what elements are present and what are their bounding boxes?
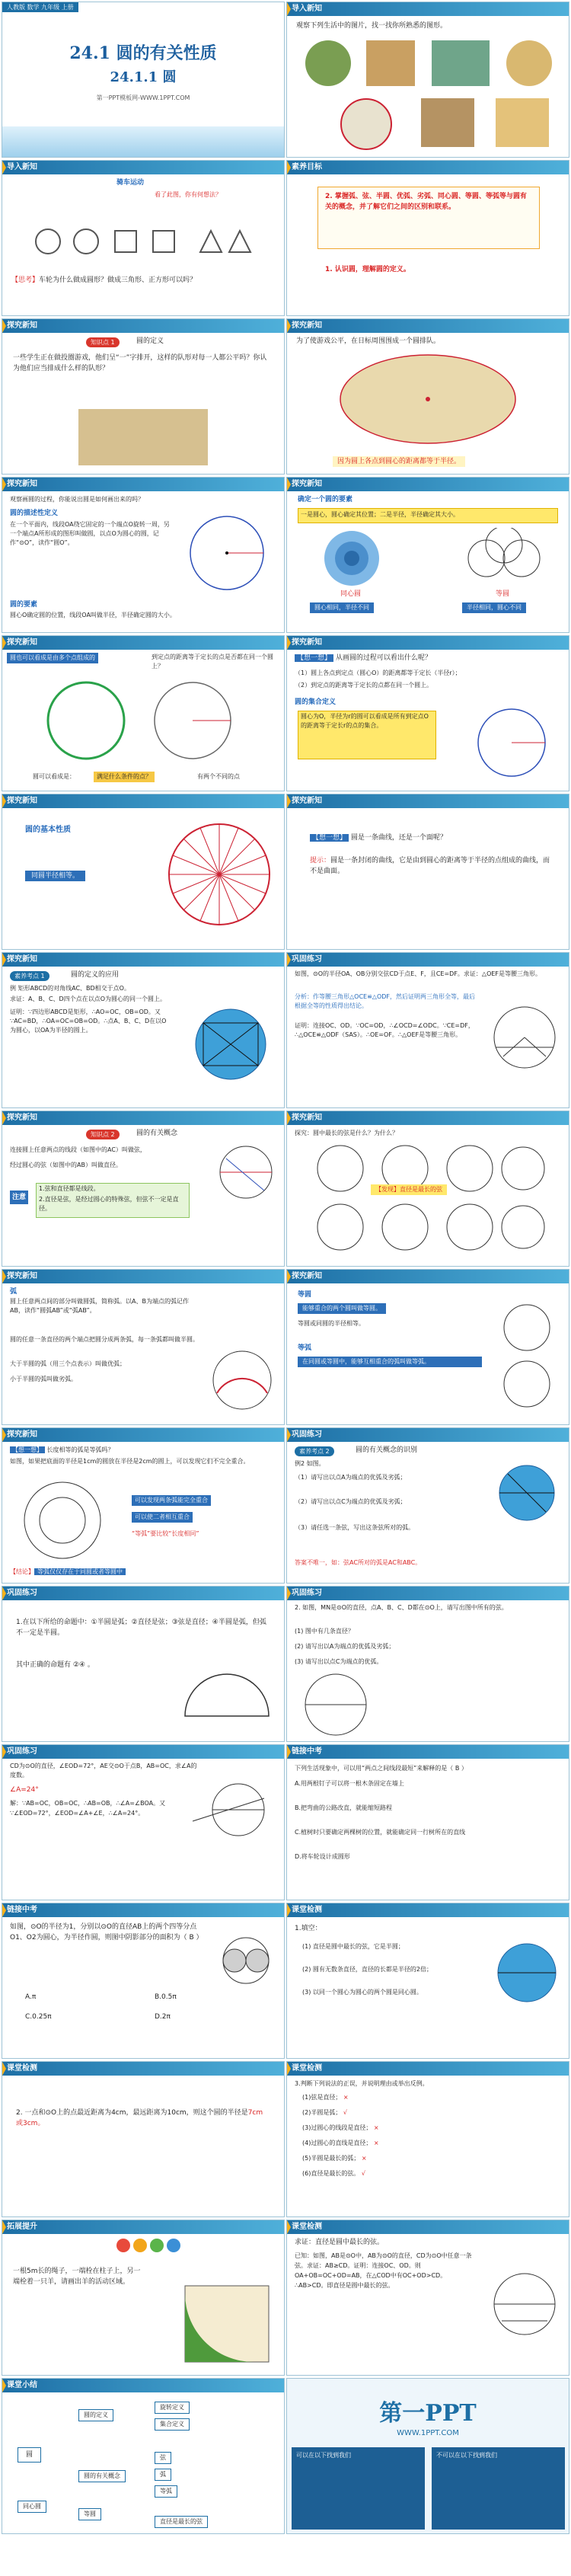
def-body: 在一个平面内，线段OA绕它固定的一个端点O旋转一周，另一个端点A所形成的图形叫做圆，以点O为圆心的圆，记作“⊙O”，读作“圆O”。 — [10, 521, 170, 546]
mark: √ — [343, 2109, 347, 2116]
slide-25[interactable] — [2, 1903, 285, 2059]
example: 例2 如图。 — [295, 1460, 325, 1467]
slide-title: 探究新知 — [7, 1272, 37, 1280]
slide-title: 探究新知 — [292, 1114, 322, 1122]
slide-22[interactable] — [286, 1586, 569, 1742]
answer-3: 有两个不同的点 — [197, 773, 240, 780]
node-equal-circle: 等圆 — [78, 2508, 101, 2520]
slide-title: 链接中考 — [292, 1747, 322, 1756]
photo-wheel — [305, 40, 351, 86]
option-a: A.π — [25, 1993, 37, 2001]
answer: 其中正确的命题有 ②④ 。 — [16, 1661, 94, 1669]
cover-title: 24.1 圆的有关性质 — [69, 43, 217, 63]
proof: 已知：如图，AB是⊙O中，AB为⊙O的直径，CD为⊙O中任意一条弦。求证：AB≥CD。证明：连接OC、OD。则OA+OB=OC+OD=AB，在△COD中有OC+OD>CD。∴AB>CD。即直径是圆中最长的弦。 — [295, 2252, 472, 2289]
attr-body: 圆心O确定圆的位置，线段OA叫做半径，半径确定圆的大小。 — [10, 612, 176, 618]
cover-decoration — [2, 126, 284, 157]
question: 下列生活现象中，可以用“两点之间线段最短”来解释的是（ B ） — [295, 1765, 467, 1772]
question: 求证：直径是圆中最长的弦。 — [295, 2239, 384, 2246]
node-arc: 弧 — [155, 2469, 171, 2481]
proof: 证明：连接OC、OD。∵OC=OD，∴∠OCD=∠ODC。∵CE=DF，∴△OCE≌△ODF（SAS）。∴OE=OF。∴△OEF是等腰三角形。 — [295, 1022, 474, 1038]
semicircle-svg — [177, 1663, 276, 1724]
slide-title: 课堂检测 — [7, 2064, 37, 2073]
chord-diagram — [215, 1142, 276, 1203]
slide-24[interactable] — [286, 1744, 569, 1900]
think-q: 圆是一条曲线，还是一个面呢？ — [350, 834, 447, 842]
goal-1: 1. 认识圆，理解圆的定义。 — [325, 266, 410, 273]
def-title: 圆的集合定义 — [295, 698, 337, 706]
hint-text: 圆是一条封闭的曲线，它是由到圆心的距离等于半径的点组成的曲线，而不是曲面。 — [310, 857, 550, 875]
node-chord: 弦 — [155, 2452, 171, 2464]
example: 例 矩形ABCD的对角线AC、BD相交于点O。 — [10, 985, 130, 992]
bubble-2: 可以使二者相互重合 — [132, 1512, 193, 1523]
mark: × — [361, 2155, 367, 2162]
def-body: 一是圆心，圆心确定其位置；二是半径，半径确定其大小。 — [301, 511, 459, 518]
slide-32[interactable] — [286, 2378, 569, 2534]
slide-29[interactable] — [2, 2220, 285, 2376]
chip-text: 圆的定义 — [136, 337, 164, 345]
slide-title: 探究新知 — [7, 797, 37, 805]
example-circle — [493, 1459, 561, 1527]
slide-17[interactable] — [2, 1269, 285, 1425]
question: 圆也可以看成是由多个点组成的 — [7, 653, 98, 663]
slide-title: 探究新知 — [7, 1430, 37, 1439]
conclusion-line — [10, 1567, 126, 1577]
slide-12[interactable] — [286, 794, 569, 950]
hint-line — [310, 855, 553, 877]
note-text: 等弧仅仅存在于同圆或者等圆中 — [34, 1568, 126, 1575]
item-2 — [302, 2108, 485, 2118]
brand-url: WWW.1PPT.COM — [397, 2429, 459, 2437]
arc-title: 弧 — [10, 1288, 18, 1296]
item-3 — [302, 2123, 485, 2133]
slide-23[interactable] — [2, 1744, 285, 1900]
shaded-circle — [215, 1934, 276, 1987]
slide-4[interactable] — [286, 160, 569, 316]
item-1: （1）圆上各点到定点（圆心O）的距离都等于定长（半径r）； — [295, 670, 461, 676]
item-text: (6)直径是最长的弦。 — [302, 2170, 360, 2177]
node-rotate: 旋转定义 — [155, 2402, 190, 2414]
node-set: 集合定义 — [155, 2418, 190, 2431]
minor-arc: 小于半圆的弧叫做劣弧。 — [10, 1376, 77, 1382]
question: 如图，⊙O的半径OA、OB分别交弦CD于点E、F，且CE=DF。求证：△OEF是等腰三角形。 — [295, 970, 542, 977]
slide-title: 导入新知 — [292, 5, 322, 13]
slide-21[interactable] — [2, 1586, 285, 1742]
question: 探究：圆中最长的弦是什么？为什么？ — [295, 1130, 398, 1136]
slide-title: 探究新知 — [7, 638, 37, 647]
answer: 答案不唯一，如：弦AC所对的弧是AC和ABC。 — [295, 1559, 422, 1566]
node-concepts: 圆的有关概念 — [78, 2470, 126, 2482]
left-heading: 可以在以下找到我们 — [296, 2452, 351, 2459]
note-1: 1.弦和直径都是线段。 — [39, 1185, 100, 1192]
think-line — [295, 653, 561, 663]
think-label: 【思考】 — [11, 276, 40, 284]
example-2: 求证：A、B、C、D四个点在以点O为圆心的同一个圆上。 — [10, 996, 167, 1002]
mark: × — [373, 2124, 379, 2131]
equal-circles-svg — [493, 1300, 561, 1414]
cover-badge: 人教版 数学 九年级 上册 — [2, 2, 78, 12]
node-equal-arc: 等弧 — [155, 2485, 177, 2498]
skill-chip: 素养考点 2 — [295, 1446, 334, 1456]
think-line — [10, 1445, 276, 1456]
option-c: C.0.25π — [25, 2013, 52, 2021]
note-label: 【结论】 — [10, 1568, 34, 1575]
photo-compass — [340, 98, 392, 150]
slide-title: 探究新知 — [7, 480, 37, 488]
badge-dot — [133, 2239, 147, 2252]
question: 如图，⊙O的半径为1，分别以⊙O的直径AB上的两个四等分点O1、O2为圆心，为半径作圆，则图中阴影部分的面积为（ B ） — [10, 1923, 203, 1942]
attr-title: 圆的要素 — [10, 601, 38, 609]
think-text: 车轮为什么做成圆形？做成三角形、正方形可以吗？ — [39, 276, 197, 284]
right-heading: 不可以在以下找到我们 — [436, 2452, 497, 2459]
right-sub: 半径相同，圆心不同 — [462, 602, 526, 613]
slide-title: 探究新知 — [292, 1272, 322, 1280]
slide-title: 巩固练习 — [292, 1589, 322, 1597]
item-1: （1）请写出以点A为端点的优弧及劣弧； — [295, 1474, 407, 1481]
node-longest: 直径是最长的弦 — [155, 2516, 208, 2528]
item-3: （3）请任选一条弦，写出这条弦所对的弧。 — [295, 1524, 415, 1531]
arc-diagram — [208, 1346, 276, 1414]
item-text: (2)半圆是弧； — [302, 2109, 342, 2116]
slide-3[interactable] — [2, 160, 285, 316]
option-d: D.2π — [155, 2013, 171, 2021]
arc-title: 等弧 — [298, 1344, 312, 1352]
part-1: (1) 图中有几条直径？ — [295, 1628, 354, 1635]
circle-diagram — [185, 511, 269, 595]
def-title: 圆的描述性定义 — [10, 510, 59, 517]
slide-title: 巩固练习 — [7, 1747, 37, 1756]
line-2: 经过圆心的弦（如图中的AB）叫做直径。 — [10, 1162, 122, 1168]
badge-dot — [167, 2239, 180, 2252]
chip-text: 圆的有关概念的识别 — [356, 1446, 418, 1454]
knowledge-chip: 知识点 1 — [86, 337, 120, 347]
slide-title: 探究新知 — [7, 1114, 37, 1122]
equal-title: 等圆 — [298, 1291, 312, 1299]
slide-title: 课堂检测 — [292, 2064, 322, 2073]
node-def: 圆的定义 — [78, 2409, 113, 2421]
slide-7[interactable] — [2, 477, 285, 633]
proof: 解：∵AB=OC，OB=OC，∴AB=OB，∴∠A=∠BOA。又∵∠EOD=72°，∠EOD=∠A+∠E，∴∠A=24°。 — [10, 1800, 166, 1817]
question: 1.填空： — [295, 1925, 322, 1932]
slide-title: 链接中考 — [7, 1906, 37, 1914]
item-2: （2）到定点的距离等于定长的点都在同一个圆上。 — [295, 682, 433, 689]
skill-chip: 素养考点 1 — [10, 971, 49, 981]
badge-dot — [116, 2239, 130, 2252]
slide-title: 探究新知 — [292, 480, 322, 488]
slide-8[interactable] — [286, 477, 569, 633]
slide-14[interactable] — [286, 952, 569, 1108]
question: 1.在以下所给的命题中：①半圆是弧；②直径是弦；③弦是直径；④半圆是弧，但弧不一定是半圆。 — [16, 1619, 266, 1637]
slide-title: 拓展提升 — [7, 2223, 37, 2231]
rectangle-circle-svg — [185, 1006, 276, 1082]
slide-13[interactable] — [2, 952, 285, 1108]
option-b: B.0.5π — [155, 1993, 177, 2001]
question: CD为⊙O的直径，∠EOD=72°，AE交⊙O于点B，AB=OC，求∠A的度数。 — [10, 1763, 197, 1779]
slide-text: 一些学生正在做投圈游戏，他们呈“一”字排开，这样的队形对每一人都公平吗？你认为他们应当排成什么样的队形？ — [13, 354, 267, 372]
option-b: B.把弯曲的公路改直，就能缩短路程 — [295, 1804, 393, 1811]
slide-27[interactable] — [2, 2061, 285, 2217]
slide-title: 导入新知 — [7, 163, 37, 171]
brand-logo: 第一PPT — [379, 2400, 477, 2427]
mn-circle — [298, 1670, 374, 1739]
slide-title: 巩固练习 — [7, 1589, 37, 1597]
goal-2: 2. 掌握弧、弦、半圆、优弧、劣弧、同心圆、等圆、等弧等与圆有关的概念，并了解它们之间的区别和联系。 — [325, 193, 527, 211]
option-c: C.植树时只要确定两棵树的位置，就能确定同一行树所在的直线 — [295, 1829, 466, 1836]
option-a: A.用两根钉子可以将一根木条固定在墙上 — [295, 1780, 404, 1787]
slide-title: 课堂检测 — [292, 1906, 322, 1914]
item-text: (1)弦是直径； — [302, 2094, 342, 2101]
item-4 — [302, 2138, 485, 2149]
slide-11[interactable] — [2, 794, 285, 950]
mark: × — [343, 2094, 349, 2101]
think-q: 从画圆的过程可以看出什么呢？ — [335, 654, 432, 662]
chip-text: 圆的定义的应用 — [71, 971, 120, 979]
question: 2. 如图，MN是⊙O的直径，点A、B、C、D都在⊙O上，请写出图中所有的弦。 — [295, 1604, 508, 1611]
nested-circles — [13, 1478, 112, 1562]
option-d: D.将车轮设计成圆形 — [295, 1853, 350, 1860]
bubble-3: “等弧”要比较“长度相同” — [132, 1530, 199, 1537]
discovery-box: 【发现】直径是最长的弦 — [371, 1184, 447, 1195]
question: 一根5m长的绳子，一端栓在柱子上，另一端栓着一只羊，请画出羊的活动区域。 — [13, 2268, 141, 2286]
think-label: 【想一想】 — [310, 834, 349, 842]
def-body: 圆心为O，半径为r的圆可以看成是所有到定点O的距离等于定长r的点的集合。 — [301, 713, 429, 729]
slide-20[interactable] — [286, 1427, 569, 1584]
note-2: 2.直径是弦，是经过圆心的特殊弦，但弦不一定是直径。 — [39, 1196, 179, 1212]
line-1: 连接圆上任意两点的线段（如图中的AC）叫做弦， — [10, 1146, 146, 1153]
answer: 如图，如果把底面的半径是1cm的圆放在半径是2cm的圆上，可以发现它们不完全重合。 — [10, 1458, 250, 1465]
cover-subtitle: 24.1.1 圆 — [110, 69, 177, 85]
slide-title: 探究新知 — [7, 321, 37, 330]
photo-sun — [496, 98, 549, 147]
concentric-circles — [310, 528, 394, 589]
goat-region-svg — [155, 2263, 276, 2370]
circle-queue-svg — [333, 350, 523, 449]
item-5 — [302, 2153, 485, 2164]
cover-footer: 第一PPT模板网-WWW.1PPT.COM — [96, 94, 190, 101]
slide-5[interactable] — [2, 318, 285, 475]
item-6 — [302, 2169, 485, 2179]
slide-26[interactable] — [286, 1903, 569, 2059]
slide-heading: 圆的基本性质 — [25, 826, 71, 834]
think-label: 【想一想】 — [295, 654, 333, 662]
slide-text: 观察下列生活中的图片，找一找你所熟悉的图形。 — [296, 22, 448, 30]
mark: √ — [361, 2170, 365, 2177]
badge-dot — [150, 2239, 164, 2252]
two-circles-svg — [33, 679, 246, 762]
analysis: 分析：作等腰三角形△OCE≌△ODF，然后证明两三角形全等，最后根据全等的性质得出结论。 — [295, 993, 476, 1009]
photo-stadium — [432, 40, 490, 86]
badge-row — [116, 2239, 180, 2255]
photo-coin — [506, 40, 552, 86]
slide-15[interactable] — [2, 1111, 285, 1267]
radii-svg — [162, 817, 276, 932]
slide-text: 观察画圆的过程，你能说出圆是如何画出来的吗？ — [10, 496, 144, 503]
slide-6[interactable] — [286, 318, 569, 475]
think-line — [11, 275, 278, 286]
slide-title: 探究新知 — [292, 797, 322, 805]
item-3: (3) 以同一个圆心为圆心的两个圆是同心圆。 — [302, 1989, 423, 1996]
slide-cover[interactable] — [2, 2, 285, 158]
mark: × — [373, 2140, 379, 2146]
slide-title: 素养目标 — [292, 163, 322, 171]
arc-body: 在同圆或等圆中，能够互相重合的弧叫做等弧。 — [298, 1357, 482, 1367]
part-2: (2) 请写出以A为端点的优弧及劣弧； — [295, 1643, 395, 1650]
slide-text: 为了使游戏公平，在日标周围围成一个圆排队。 — [296, 337, 441, 345]
node-circle: 圆 — [18, 2447, 41, 2463]
proof: 证明：∵四边形ABCD是矩形，∴AO=OC，OB=OD。又∵AC=BD，∴OA=OC=OB=OD。∴点A、B、C、D在以O为圆心，以OA为半径的圆上。 — [10, 1008, 167, 1034]
speech-bubble: 看了此图，你有何想法？ — [155, 191, 222, 198]
question — [16, 2108, 267, 2129]
arc-body: 圆上任意两点间的部分叫做圆弧，简称弧。以A、B为端点的弧记作AB，读作“圆弧AB”或“弧AB”。 — [10, 1298, 189, 1314]
note-label: 注意 — [10, 1191, 28, 1204]
knowledge-chip: 知识点 2 — [86, 1130, 120, 1139]
equal-body: 能够重合的两个圆叫做等圆。 — [298, 1303, 386, 1314]
photo-cd — [366, 40, 415, 86]
slide-18[interactable] — [286, 1269, 569, 1425]
slide-title: 探究新知 — [292, 638, 322, 647]
hint-label: 提示： — [310, 857, 331, 865]
item-text: (4)过圆心的直线是直径； — [302, 2140, 372, 2146]
answer: ∠A=24° — [10, 1786, 39, 1794]
item-1: (1) 直径是圆中最长的弦，它是半圆； — [302, 1943, 404, 1950]
slide-title: 课堂检测 — [292, 2223, 322, 2231]
def-title: 确定一个圆的要素 — [298, 496, 353, 503]
tag: 同圆半径相等。 — [25, 871, 85, 881]
part-3: (3) 请写出以点C为端点的优弧。 — [295, 1658, 383, 1665]
photo-ring — [421, 98, 474, 147]
circle-set-svg — [470, 705, 553, 781]
equal-circles — [462, 528, 546, 589]
slide-title: 巩固练习 — [292, 955, 322, 964]
item-2: (2) 圆有无数条直径，直径的长都是半径的2倍； — [302, 1966, 432, 1973]
item-text: (3)过圆心的线段是直径； — [302, 2124, 372, 2131]
right-label: 等圆 — [496, 590, 510, 598]
photo-ring-toss — [78, 409, 208, 465]
slide-30[interactable] — [286, 2220, 569, 2376]
circle-grid-svg — [310, 1142, 546, 1256]
slide-title: 探究新知 — [7, 955, 37, 964]
question-text: 2. 一点和⊙O上的点最近距离为4cm，最远距离为10cm，则这个圆的半径是 — [16, 2109, 248, 2117]
answer: 7cm或3cm。 — [16, 2109, 263, 2127]
chord-proof-svg — [486, 2266, 563, 2342]
left-sub: 圆心相同，半径不同 — [310, 602, 374, 613]
slide-28[interactable] — [286, 2061, 569, 2217]
fill-circle — [493, 1938, 561, 2007]
slide-title: 巩固练习 — [292, 1430, 322, 1439]
slide-title: 课堂小结 — [7, 2381, 37, 2389]
think-q: 长度相等的弧是等弧吗？ — [46, 1446, 114, 1453]
slide-10[interactable] — [286, 635, 569, 791]
think-line — [310, 833, 553, 843]
equal-note: 等圆或同圆的半径相等。 — [298, 1320, 365, 1327]
item-2: （2）请写出以点C为端点的优弧及劣弧； — [295, 1498, 407, 1505]
circle-chord-svg — [486, 1003, 563, 1072]
bottom-note: 因为圆上各点到圆心的距离都等于半径。 — [333, 456, 465, 467]
answer: 圆可以看成是： — [33, 773, 75, 780]
left-label: 同心圆 — [340, 590, 362, 598]
answer-2: 满足什么条件的点？ — [94, 772, 155, 782]
slide-31[interactable] — [2, 2378, 285, 2534]
item-1 — [302, 2092, 485, 2103]
slide-2[interactable] — [286, 2, 569, 158]
slide-9[interactable] — [2, 635, 285, 791]
angle-diagram — [185, 1775, 276, 1844]
chip-text: 圆的有关概念 — [136, 1130, 178, 1137]
item-text: (5)半圆是最长的弧； — [302, 2155, 360, 2162]
slide-title: 探究新知 — [292, 321, 322, 330]
bubble-1: 可以发现两条弧能完全重合 — [132, 1495, 211, 1506]
think-label: 【想一想】 — [10, 1446, 45, 1453]
node-concentric: 同心圆 — [18, 2501, 46, 2513]
semicircle: 圆的任意一条直径的两个端点把圆分成两条弧，每一条弧都叫做半圆。 — [10, 1336, 199, 1343]
slide-heading: 骑车运动 — [116, 179, 145, 187]
slide-16[interactable] — [286, 1111, 569, 1267]
bicycle-illustration — [25, 203, 254, 257]
slide-19[interactable] — [2, 1427, 285, 1584]
question-2: 到定点的距离等于定长的点是否都在同一个圆上？ — [152, 654, 273, 670]
bicycles-svg — [25, 203, 254, 257]
major-arc: 大于半圆的弧（用三个点表示）叫做优弧； — [10, 1360, 126, 1367]
question: 3.判断下列说法的正误，并说明理由或举出反例。 — [295, 2080, 429, 2087]
